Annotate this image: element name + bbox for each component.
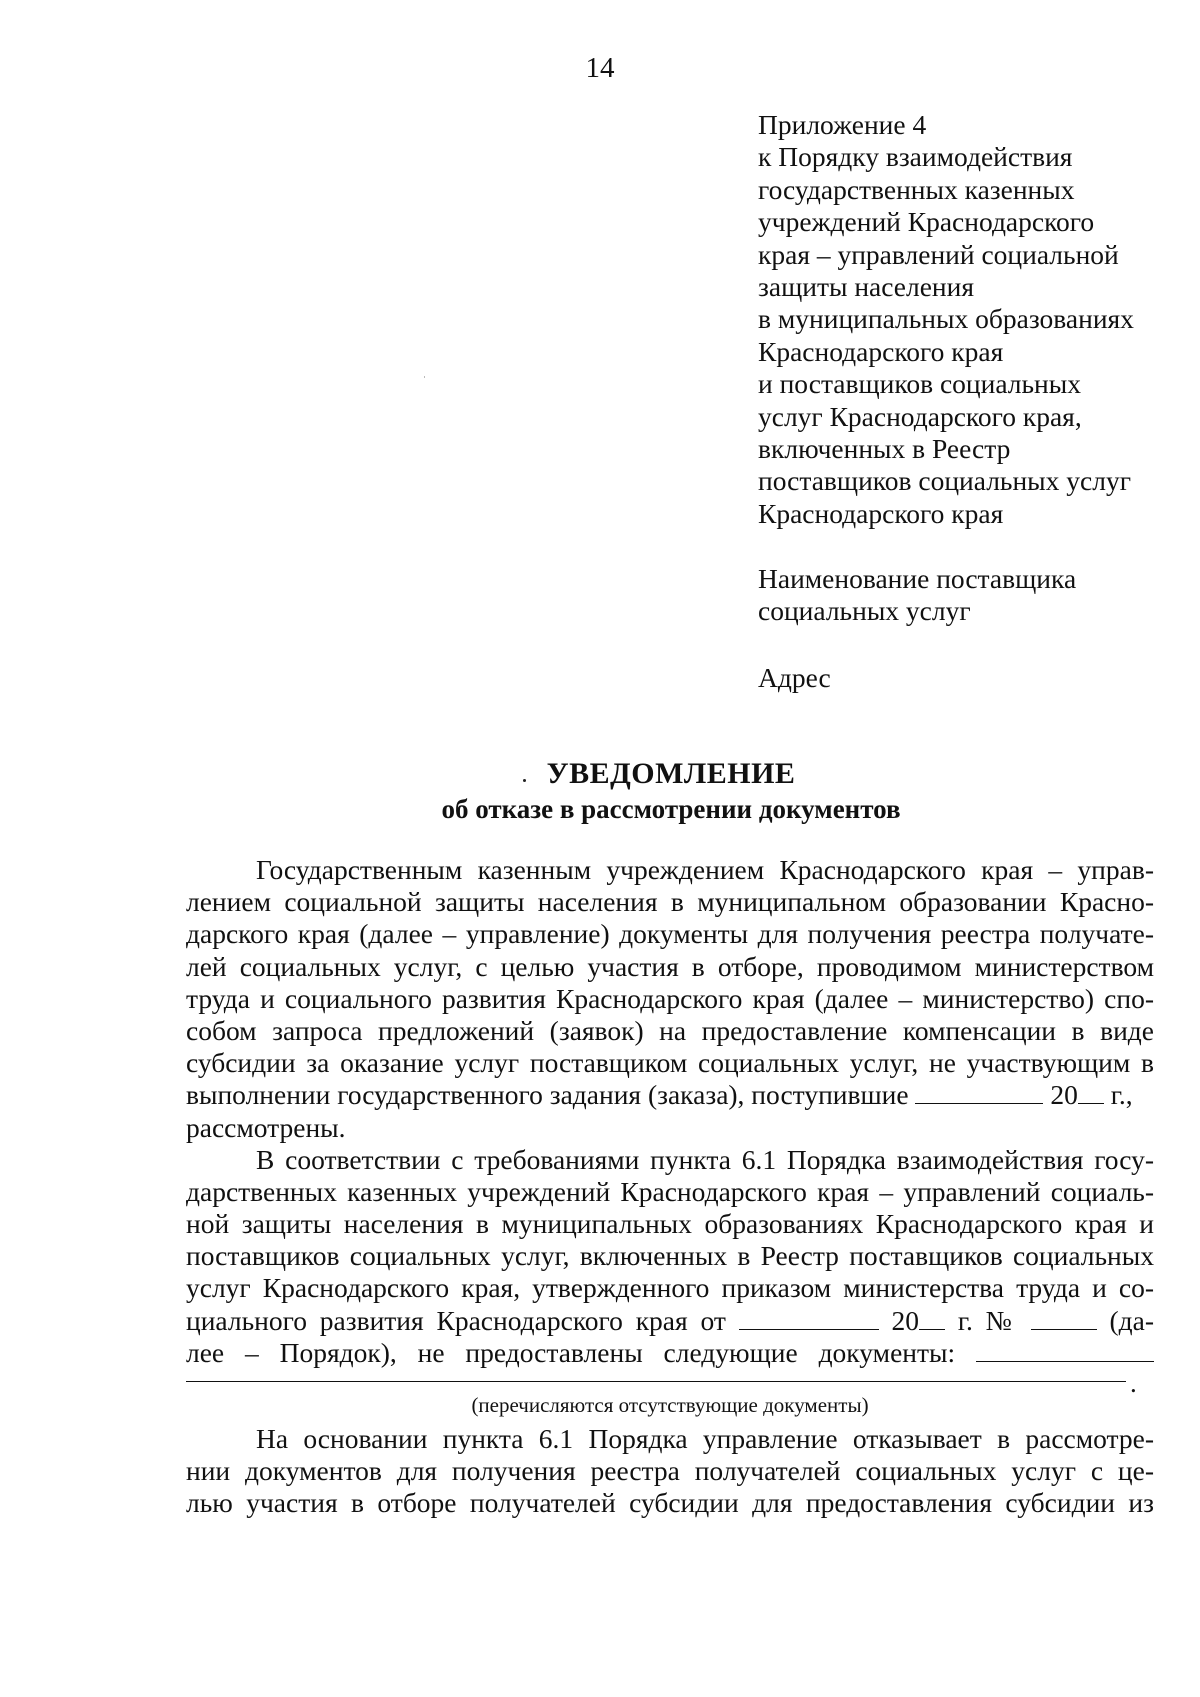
appendix-line: государственных казенных: [758, 173, 1075, 205]
order-year-blank-field[interactable]: [919, 1307, 945, 1330]
body-line-text: выполнении государственного задания (заказа), поступившие: [186, 1079, 909, 1111]
body-line: лей социальных услуг, с целью участия в отборе, проводимом министерством: [186, 950, 1154, 982]
body-line: ной защиты населения в муниципальных образованиях Краснодарского края и: [186, 1208, 1154, 1240]
body-line: лением социальной защиты населения в муниципальном образовании Красно-: [186, 886, 1154, 918]
body-line: дарственных казенных учреждений Краснодарского края – управлений социаль-: [186, 1175, 1154, 1207]
appendix-line: услуг Краснодарского края,: [758, 400, 1082, 432]
body-line-with-date-blank: [186, 1079, 1154, 1111]
missing-documents-rule: [186, 1381, 1126, 1382]
appendix-line: защиты населения: [758, 271, 975, 303]
body-line: нии документов для получения реестра получателей социальных услуг с це-: [186, 1455, 1154, 1487]
body-line-with-documents-blank: [186, 1337, 1154, 1369]
body-line: собом запроса предложений (заявок) на предоставление компенсации в виде: [186, 1014, 1154, 1046]
year-suffix: г.,: [1110, 1079, 1133, 1111]
appendix-line: края – управлений социальной: [758, 238, 1119, 270]
body-line-text: циального развития Краснодарского края от: [186, 1304, 726, 1336]
recipient-line: Наименование поставщика: [758, 563, 1077, 594]
appendix-line: Краснодарского края: [758, 335, 1004, 367]
order-year-prefix: 20: [891, 1304, 919, 1336]
body-line: субсидии за оказание услуг поставщиком социальных услуг, не участвующим в: [186, 1047, 1154, 1079]
recipient-block: [758, 563, 1178, 628]
body-line-text: лее – Порядок), не предоставлены следующие документы:: [186, 1336, 956, 1368]
recipient-line: социальных услуг: [758, 595, 971, 627]
document-title: УВЕДОМЛЕНИЕ: [546, 757, 796, 790]
year-prefix: 20: [1050, 1079, 1078, 1111]
appendix-line: в муниципальных образованиях: [758, 303, 1134, 335]
rule-end-period: .: [1130, 1368, 1137, 1398]
missing-documents-caption: (перечисляются отсутствующие документы): [471, 1393, 869, 1417]
page-number: 14: [585, 52, 615, 84]
body-line: поставщиков социальных услуг, включенных в Реестр поставщиков социальных: [186, 1240, 1154, 1272]
appendix-line: Краснодарского края: [758, 497, 1004, 529]
body-line: лью участия в отборе получателей субсидии для предоставления субсидии из: [186, 1487, 1154, 1519]
appendix-line: поставщиков социальных услуг: [758, 465, 1131, 497]
body-line: Государственным казенным учреждением Краснодарского края – управ-: [256, 854, 1154, 885]
document-body: [186, 854, 1154, 1520]
documents-blank-field[interactable]: [976, 1339, 1154, 1362]
body-line-with-order-blanks: [186, 1305, 1154, 1337]
date-blank-field[interactable]: [915, 1081, 1043, 1104]
scan-artifact: [424, 376, 425, 378]
missing-documents-line[interactable]: [186, 1368, 1154, 1398]
body-line: услуг Краснодарского края, утвержденного приказом министерства труда и со-: [186, 1272, 1154, 1304]
order-number-blank-field[interactable]: [1031, 1307, 1097, 1330]
body-line: дарского края (далее – управление) документы для получения реестра получате-: [186, 918, 1154, 950]
appendix-line: к Порядку взаимодействия: [758, 141, 1073, 173]
year-blank-field[interactable]: [1078, 1081, 1104, 1104]
address-label: Адрес: [758, 662, 831, 693]
order-number-label: г. №: [957, 1304, 1018, 1336]
appendix-line: включенных в Реестр: [758, 433, 1011, 465]
body-line: труда и социального развития Краснодарского края (далее – министерство) спо-: [186, 982, 1154, 1014]
appendix-line: учреждений Краснодарского: [758, 206, 1095, 238]
body-line: рассмотрены.: [186, 1111, 346, 1143]
document-subtitle: об отказе в рассмотрении документов: [441, 794, 901, 824]
body-line: На основании пункта 6.1 Порядка управление отказывает в рассмотре-: [256, 1423, 1154, 1454]
appendix-line: и поставщиков социальных: [758, 368, 1082, 400]
appendix-block: [758, 109, 1178, 530]
body-line-text: (да-: [1109, 1304, 1154, 1336]
order-date-blank-field[interactable]: [739, 1307, 879, 1330]
body-line: В соответствии с требованиями пункта 6.1 Порядка взаимодействия госу-: [256, 1143, 1154, 1175]
appendix-line: Приложение 4: [758, 109, 927, 140]
